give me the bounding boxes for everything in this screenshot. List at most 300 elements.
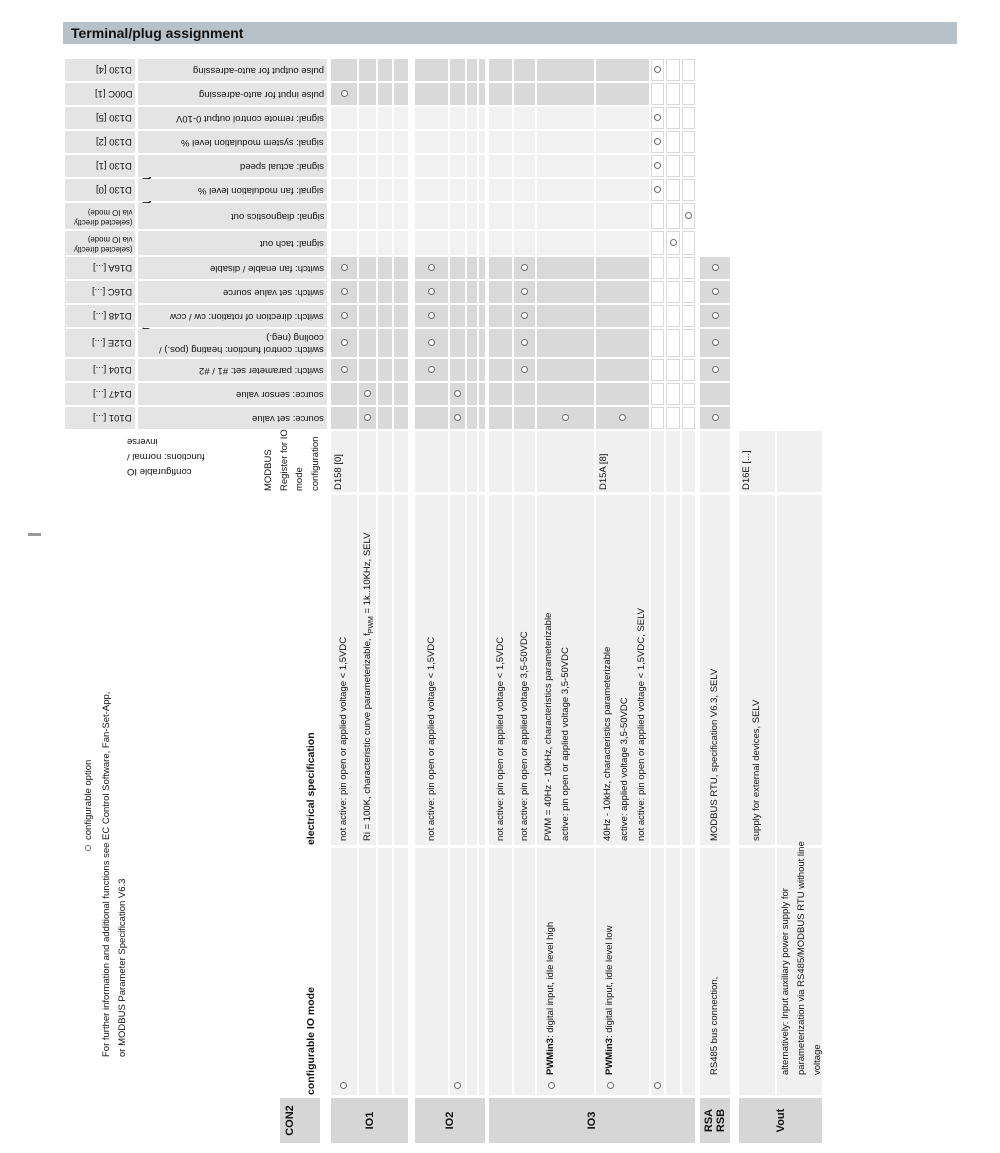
io-mode-cell <box>666 848 680 1095</box>
grid-cell <box>479 305 485 327</box>
grid-cell <box>378 329 392 357</box>
signal-register-code: D101 [...] <box>93 412 132 424</box>
register-cell <box>666 431 680 492</box>
grid-cell <box>489 107 512 129</box>
terminal-assignment-table <box>65 58 1000 1143</box>
io-mode-cell <box>467 848 477 1095</box>
grid-cell <box>682 329 695 357</box>
grid-cell <box>378 203 392 229</box>
register-cell <box>514 431 535 492</box>
grid-cell <box>489 155 512 177</box>
grid-cell <box>514 231 535 255</box>
register-note-line-1: configurable IO <box>127 466 192 477</box>
grid-cell <box>378 179 392 201</box>
grid-cell <box>359 203 376 229</box>
register-cell <box>651 431 664 492</box>
signal-register-code: D130 [4] <box>96 64 132 76</box>
grid-cell <box>666 203 680 229</box>
grid-cell <box>378 257 392 279</box>
grid-cell <box>415 203 448 229</box>
grid-cell <box>378 359 392 381</box>
grid-cell <box>537 131 594 153</box>
grid-cell <box>489 383 512 405</box>
signal-name: signal: remote control output 0-10V <box>176 113 324 124</box>
spec-text: PWM = 40Hz - 10kHz, characteristics parameterizable active: pin open or applied voltage 3,5-50VDC <box>543 612 571 841</box>
grid-cell <box>596 83 649 105</box>
io-mode-cell <box>514 848 535 1095</box>
grid-cell <box>415 107 448 129</box>
terminal-group-label-cell <box>489 1098 695 1143</box>
grid-cell <box>467 155 477 177</box>
signal-register-code: D16C [...] <box>91 286 132 298</box>
grid-cell <box>479 329 485 357</box>
grid-cell <box>467 281 477 303</box>
grid-cell <box>596 329 649 357</box>
grid-cell <box>479 107 485 129</box>
grid-cell <box>489 407 512 429</box>
io-mode-cell <box>682 848 695 1095</box>
grid-cell <box>394 329 408 357</box>
grid-cell <box>378 281 392 303</box>
spec-cell <box>666 495 680 845</box>
grid-cell <box>378 383 392 405</box>
grid-cell <box>514 203 535 229</box>
grid-cell <box>415 407 448 429</box>
spec-cell <box>467 495 477 845</box>
grid-cell <box>596 155 649 177</box>
grid-cell <box>394 131 408 153</box>
grid-cell <box>514 179 535 201</box>
signal-name: switch: control function: heating (pos.) / cooling (neg.) <box>159 332 324 355</box>
grid-cell <box>596 257 649 279</box>
grid-cell <box>514 383 535 405</box>
grid-cell <box>359 305 376 327</box>
grid-cell <box>666 155 680 177</box>
grid-cell <box>415 383 448 405</box>
grid-cell <box>651 407 664 429</box>
grid-cell <box>682 131 695 153</box>
grid-cell <box>415 179 448 201</box>
register-cell <box>479 431 485 492</box>
signal-register-code: D16A [...] <box>92 262 132 274</box>
grid-cell <box>596 231 649 255</box>
grid-cell <box>666 407 680 429</box>
signal-name: switch: set value source <box>223 287 324 298</box>
io-mode-cell <box>378 848 392 1095</box>
grid-cell <box>537 281 594 303</box>
grid-cell <box>467 257 477 279</box>
grid-cell <box>596 203 649 229</box>
signal-register-code: D148 [...] <box>93 310 132 322</box>
grid-cell <box>467 83 477 105</box>
grid-cell <box>682 257 695 279</box>
grid-cell <box>479 359 485 381</box>
grid-cell <box>479 257 485 279</box>
io-mode-cell <box>331 848 357 1095</box>
grid-cell <box>359 281 376 303</box>
grid-cell <box>596 179 649 201</box>
info-note-line-1: For further information and additional functions see EC Control Software, Fan-Set-App, <box>101 691 112 1057</box>
grid-cell <box>479 131 485 153</box>
grid-cell <box>331 203 357 229</box>
grid-cell <box>467 131 477 153</box>
io-mode-cell <box>359 848 376 1095</box>
grid-cell <box>682 305 695 327</box>
grid-cell <box>479 407 485 429</box>
signal-register-code: D130 [2] <box>96 136 132 148</box>
io-mode-cell <box>739 848 775 1095</box>
io-mode-cell <box>394 848 408 1095</box>
grid-cell <box>467 305 477 327</box>
grid-cell <box>479 383 485 405</box>
signal-name: switch: fan enable / disable <box>209 263 324 274</box>
grid-cell <box>651 203 664 229</box>
grid-cell <box>394 281 408 303</box>
grid-cell <box>514 155 535 177</box>
grid-cell <box>331 59 357 81</box>
grid-cell <box>666 281 680 303</box>
margin-dash <box>28 533 41 536</box>
register-cell <box>467 431 477 492</box>
grid-cell <box>378 407 392 429</box>
grid-cell <box>682 407 695 429</box>
grid-cell <box>489 179 512 201</box>
grid-cell <box>651 281 664 303</box>
grid-cell <box>479 231 485 255</box>
grid-cell <box>489 305 512 327</box>
signal-register-code: (selected directly via IO mode) <box>73 235 132 254</box>
grid-cell <box>331 231 357 255</box>
register-cell <box>415 431 448 492</box>
grid-cell <box>537 203 594 229</box>
grid-cell <box>537 83 594 105</box>
grid-cell <box>651 359 664 381</box>
signal-name: signal: fan modulation level % <box>198 185 324 196</box>
grid-cell <box>331 383 357 405</box>
grid-cell <box>537 329 594 357</box>
grid-cell <box>450 305 465 327</box>
signal-register-code: D130 [1] <box>96 160 132 172</box>
register-cell <box>359 431 376 492</box>
grid-cell <box>596 59 649 81</box>
grid-cell <box>450 59 465 81</box>
grid-cell <box>537 179 594 201</box>
grid-cell <box>415 131 448 153</box>
grid-cell <box>359 83 376 105</box>
legend-label: configurable option <box>83 759 94 840</box>
grid-cell <box>489 83 512 105</box>
grid-cell <box>537 231 594 255</box>
grid-cell <box>331 155 357 177</box>
grid-cell <box>514 407 535 429</box>
grid-cell <box>651 83 664 105</box>
grid-cell <box>394 83 408 105</box>
grid-cell <box>666 305 680 327</box>
grid-cell <box>450 83 465 105</box>
grid-cell <box>666 59 680 81</box>
grid-cell <box>479 59 485 81</box>
grid-cell <box>378 155 392 177</box>
electrical-spec-header: electrical specification <box>305 732 317 845</box>
grid-cell <box>394 407 408 429</box>
terminal-group-label: IO2 <box>444 1111 456 1130</box>
grid-cell <box>359 131 376 153</box>
signal-name: source: set value <box>252 413 324 424</box>
grid-cell <box>537 59 594 81</box>
grid-cell <box>450 107 465 129</box>
page-title: Terminal/plug assignment <box>63 22 957 44</box>
spec-text: Ri = 100K, characteristic curve parameterizable, $f_{PWM} = 1k..10KHz$, SELV <box>361 532 375 841</box>
grid-cell <box>450 281 465 303</box>
register-note-line-3: inverse <box>127 436 158 447</box>
grid-cell <box>682 383 695 405</box>
grid-cell <box>537 257 594 279</box>
grid-cell <box>394 383 408 405</box>
grid-cell <box>651 257 664 279</box>
signal-register-code: (selected directly via IO mode) <box>73 208 132 227</box>
grid-cell <box>394 305 408 327</box>
grid-cell <box>359 257 376 279</box>
grid-cell <box>537 107 594 129</box>
grid-cell <box>682 359 695 381</box>
grid-cell <box>682 155 695 177</box>
grid-cell <box>514 131 535 153</box>
grid-cell <box>394 59 408 81</box>
spec-cell <box>394 495 408 845</box>
grid-cell <box>450 329 465 357</box>
spec-text: supply for external devices, SELV <box>751 699 762 841</box>
grid-cell <box>666 131 680 153</box>
signal-register-code: D130 [0] <box>96 184 132 196</box>
register-cell <box>777 431 822 492</box>
grid-cell <box>467 329 477 357</box>
grid-cell <box>479 83 485 105</box>
signal-name: switch: parameter set: #1 / #2 <box>199 365 324 376</box>
grid-cell <box>331 179 357 201</box>
grid-cell <box>666 359 680 381</box>
signal-name: pulse input for auto-adressing <box>198 89 324 100</box>
terminal-header: CON2 <box>284 1105 296 1136</box>
signal-name: signal: actual speed <box>240 161 324 172</box>
grid-cell <box>467 407 477 429</box>
io-mode-cell <box>651 848 664 1095</box>
configurable-option-icon <box>85 845 91 851</box>
grid-cell <box>666 383 680 405</box>
grid-cell <box>666 257 680 279</box>
grid-cell <box>596 305 649 327</box>
register-cell <box>537 431 594 492</box>
grid-cell <box>666 83 680 105</box>
grid-cell <box>450 203 465 229</box>
spec-text: 40Hz - 10kHz, characteristics parameterizable active: applied voltage 3,5-50VDC not active: pin open or applied voltage < 1,5VDC, SELV <box>602 608 647 841</box>
grid-cell <box>489 257 512 279</box>
signal-name: switch: direction of rotation: cw / ccw <box>170 311 324 322</box>
grid-cell <box>596 131 649 153</box>
grid-cell <box>479 281 485 303</box>
grid-cell <box>537 359 594 381</box>
grid-cell <box>450 179 465 201</box>
grid-cell <box>479 155 485 177</box>
grid-cell <box>489 59 512 81</box>
signal-name: signal: tach out <box>260 238 324 249</box>
terminal-header-cell <box>280 1098 320 1143</box>
grid-cell <box>450 155 465 177</box>
register-cell <box>700 431 730 492</box>
grid-cell <box>651 305 664 327</box>
io-mode-header: configurable IO mode <box>305 987 317 1095</box>
register-value: D15A [8] <box>598 453 609 490</box>
grid-cell <box>450 257 465 279</box>
terminal-group-label: RSA RSB <box>703 1108 727 1133</box>
grid-cell <box>467 107 477 129</box>
signal-register-code: D104 [...] <box>93 364 132 376</box>
spec-cell <box>479 495 485 845</box>
terminal-group-label-cell <box>415 1098 485 1143</box>
grid-cell <box>467 383 477 405</box>
grid-cell <box>596 359 649 381</box>
signal-register-code: D147 [...] <box>93 388 132 400</box>
io-mode-cell <box>489 848 512 1095</box>
grid-cell <box>666 107 680 129</box>
grid-cell <box>537 383 594 405</box>
grid-cell <box>331 131 357 153</box>
grid-cell <box>394 203 408 229</box>
signal-name: signal: diagnostics out <box>230 211 324 222</box>
grid-cell <box>489 203 512 229</box>
grid-cell <box>489 329 512 357</box>
terminal-group-label: IO1 <box>363 1111 376 1130</box>
io-mode-cell <box>479 848 485 1095</box>
grid-cell <box>394 155 408 177</box>
grid-cell <box>331 107 357 129</box>
grid-cell <box>394 359 408 381</box>
signal-name: source: sensor value <box>236 389 324 400</box>
grid-cell <box>596 281 649 303</box>
grid-cell <box>682 59 695 81</box>
spec-text: not active: pin open or applied voltage < 1,5VDC <box>425 636 437 841</box>
register-value: D158 [0] <box>333 454 344 490</box>
grid-cell <box>537 155 594 177</box>
grid-cell <box>378 131 392 153</box>
grid-cell <box>331 407 357 429</box>
grid-cell <box>467 231 477 255</box>
register-cell <box>489 431 512 492</box>
spec-text: not active: pin open or applied voltage 3,5-50VDC <box>518 631 530 841</box>
grid-cell <box>682 107 695 129</box>
terminal-group-label-cell <box>700 1098 730 1143</box>
grid-cell <box>394 257 408 279</box>
io-mode-name: RS485 bus connection, <box>709 976 720 1075</box>
grid-cell <box>415 83 448 105</box>
grid-cell <box>394 231 408 255</box>
spec-cell <box>682 495 695 845</box>
grid-cell <box>359 231 376 255</box>
spec-cell <box>450 495 465 845</box>
io-mode-name: PWMin3: digital input, idle level high <box>545 921 556 1075</box>
grid-cell <box>666 329 680 357</box>
grid-cell <box>514 83 535 105</box>
grid-cell <box>359 179 376 201</box>
spec-text: not active: pin open or applied voltage < 1,5VDC <box>494 636 506 841</box>
grid-cell <box>489 231 512 255</box>
register-value: D16E [...] <box>741 450 752 490</box>
terminal-group-label: Vout <box>774 1108 787 1133</box>
grid-cell <box>651 383 664 405</box>
grid-cell <box>651 231 664 255</box>
spec-cell <box>378 495 392 845</box>
grid-cell <box>479 179 485 201</box>
register-note-line-2: functions: normal / <box>127 451 205 462</box>
io-mode-cell <box>450 848 465 1095</box>
io-mode-name: alternatively: Input auxiliary power supply for parameterization via RS485/MODBUS RTU without line voltage <box>780 841 823 1075</box>
signal-register-code: D12E [...] <box>92 337 132 349</box>
grid-cell <box>450 359 465 381</box>
signal-name: pulse output for auto-adressing <box>193 65 324 76</box>
grid-cell <box>682 83 695 105</box>
grid-cell <box>359 329 376 357</box>
grid-cell <box>394 179 408 201</box>
spec-text: MODBUS RTU, specification V6.3, SELV <box>709 668 720 841</box>
grid-cell <box>479 203 485 229</box>
grid-cell <box>415 231 448 255</box>
modbus-register-header: MODBUS Register for IO mode configuration <box>263 429 321 491</box>
signal-name: signal: system modulation level % <box>181 137 324 148</box>
terminal-group-label-cell <box>331 1098 408 1143</box>
grid-cell <box>394 107 408 129</box>
grid-cell <box>467 359 477 381</box>
grid-cell <box>666 179 680 201</box>
terminal-group-label-cell <box>739 1098 822 1143</box>
grid-cell <box>415 59 448 81</box>
grid-cell <box>467 203 477 229</box>
grid-cell <box>359 59 376 81</box>
grid-cell <box>359 155 376 177</box>
grid-cell <box>596 383 649 405</box>
grid-cell <box>514 59 535 81</box>
info-note-line-2: or MODBUS Parameter Specification V6.3 <box>117 878 128 1057</box>
grid-cell <box>450 131 465 153</box>
spec-cell <box>651 495 664 845</box>
grid-cell <box>489 281 512 303</box>
grid-cell <box>682 179 695 201</box>
register-cell <box>450 431 465 492</box>
grid-cell <box>359 359 376 381</box>
grid-cell <box>489 131 512 153</box>
grid-cell <box>682 231 695 255</box>
register-cell <box>682 431 695 492</box>
grid-cell <box>450 231 465 255</box>
grid-cell <box>378 305 392 327</box>
spec-cell <box>777 495 822 845</box>
grid-cell <box>378 231 392 255</box>
signal-register-code: D130 [5] <box>96 112 132 124</box>
grid-cell <box>537 305 594 327</box>
grid-cell <box>378 83 392 105</box>
grid-cell <box>489 359 512 381</box>
grid-cell <box>378 59 392 81</box>
register-cell <box>394 431 408 492</box>
legend-configurable-option <box>83 760 95 851</box>
grid-cell <box>596 107 649 129</box>
grid-cell <box>359 107 376 129</box>
grid-cell <box>700 383 730 405</box>
grid-cell <box>467 59 477 81</box>
grid-cell <box>651 329 664 357</box>
grid-cell <box>514 107 535 129</box>
io-mode-name: PWMin3: digital input, idle level low <box>604 925 615 1075</box>
grid-cell <box>467 179 477 201</box>
terminal-group-label: IO3 <box>586 1111 598 1130</box>
